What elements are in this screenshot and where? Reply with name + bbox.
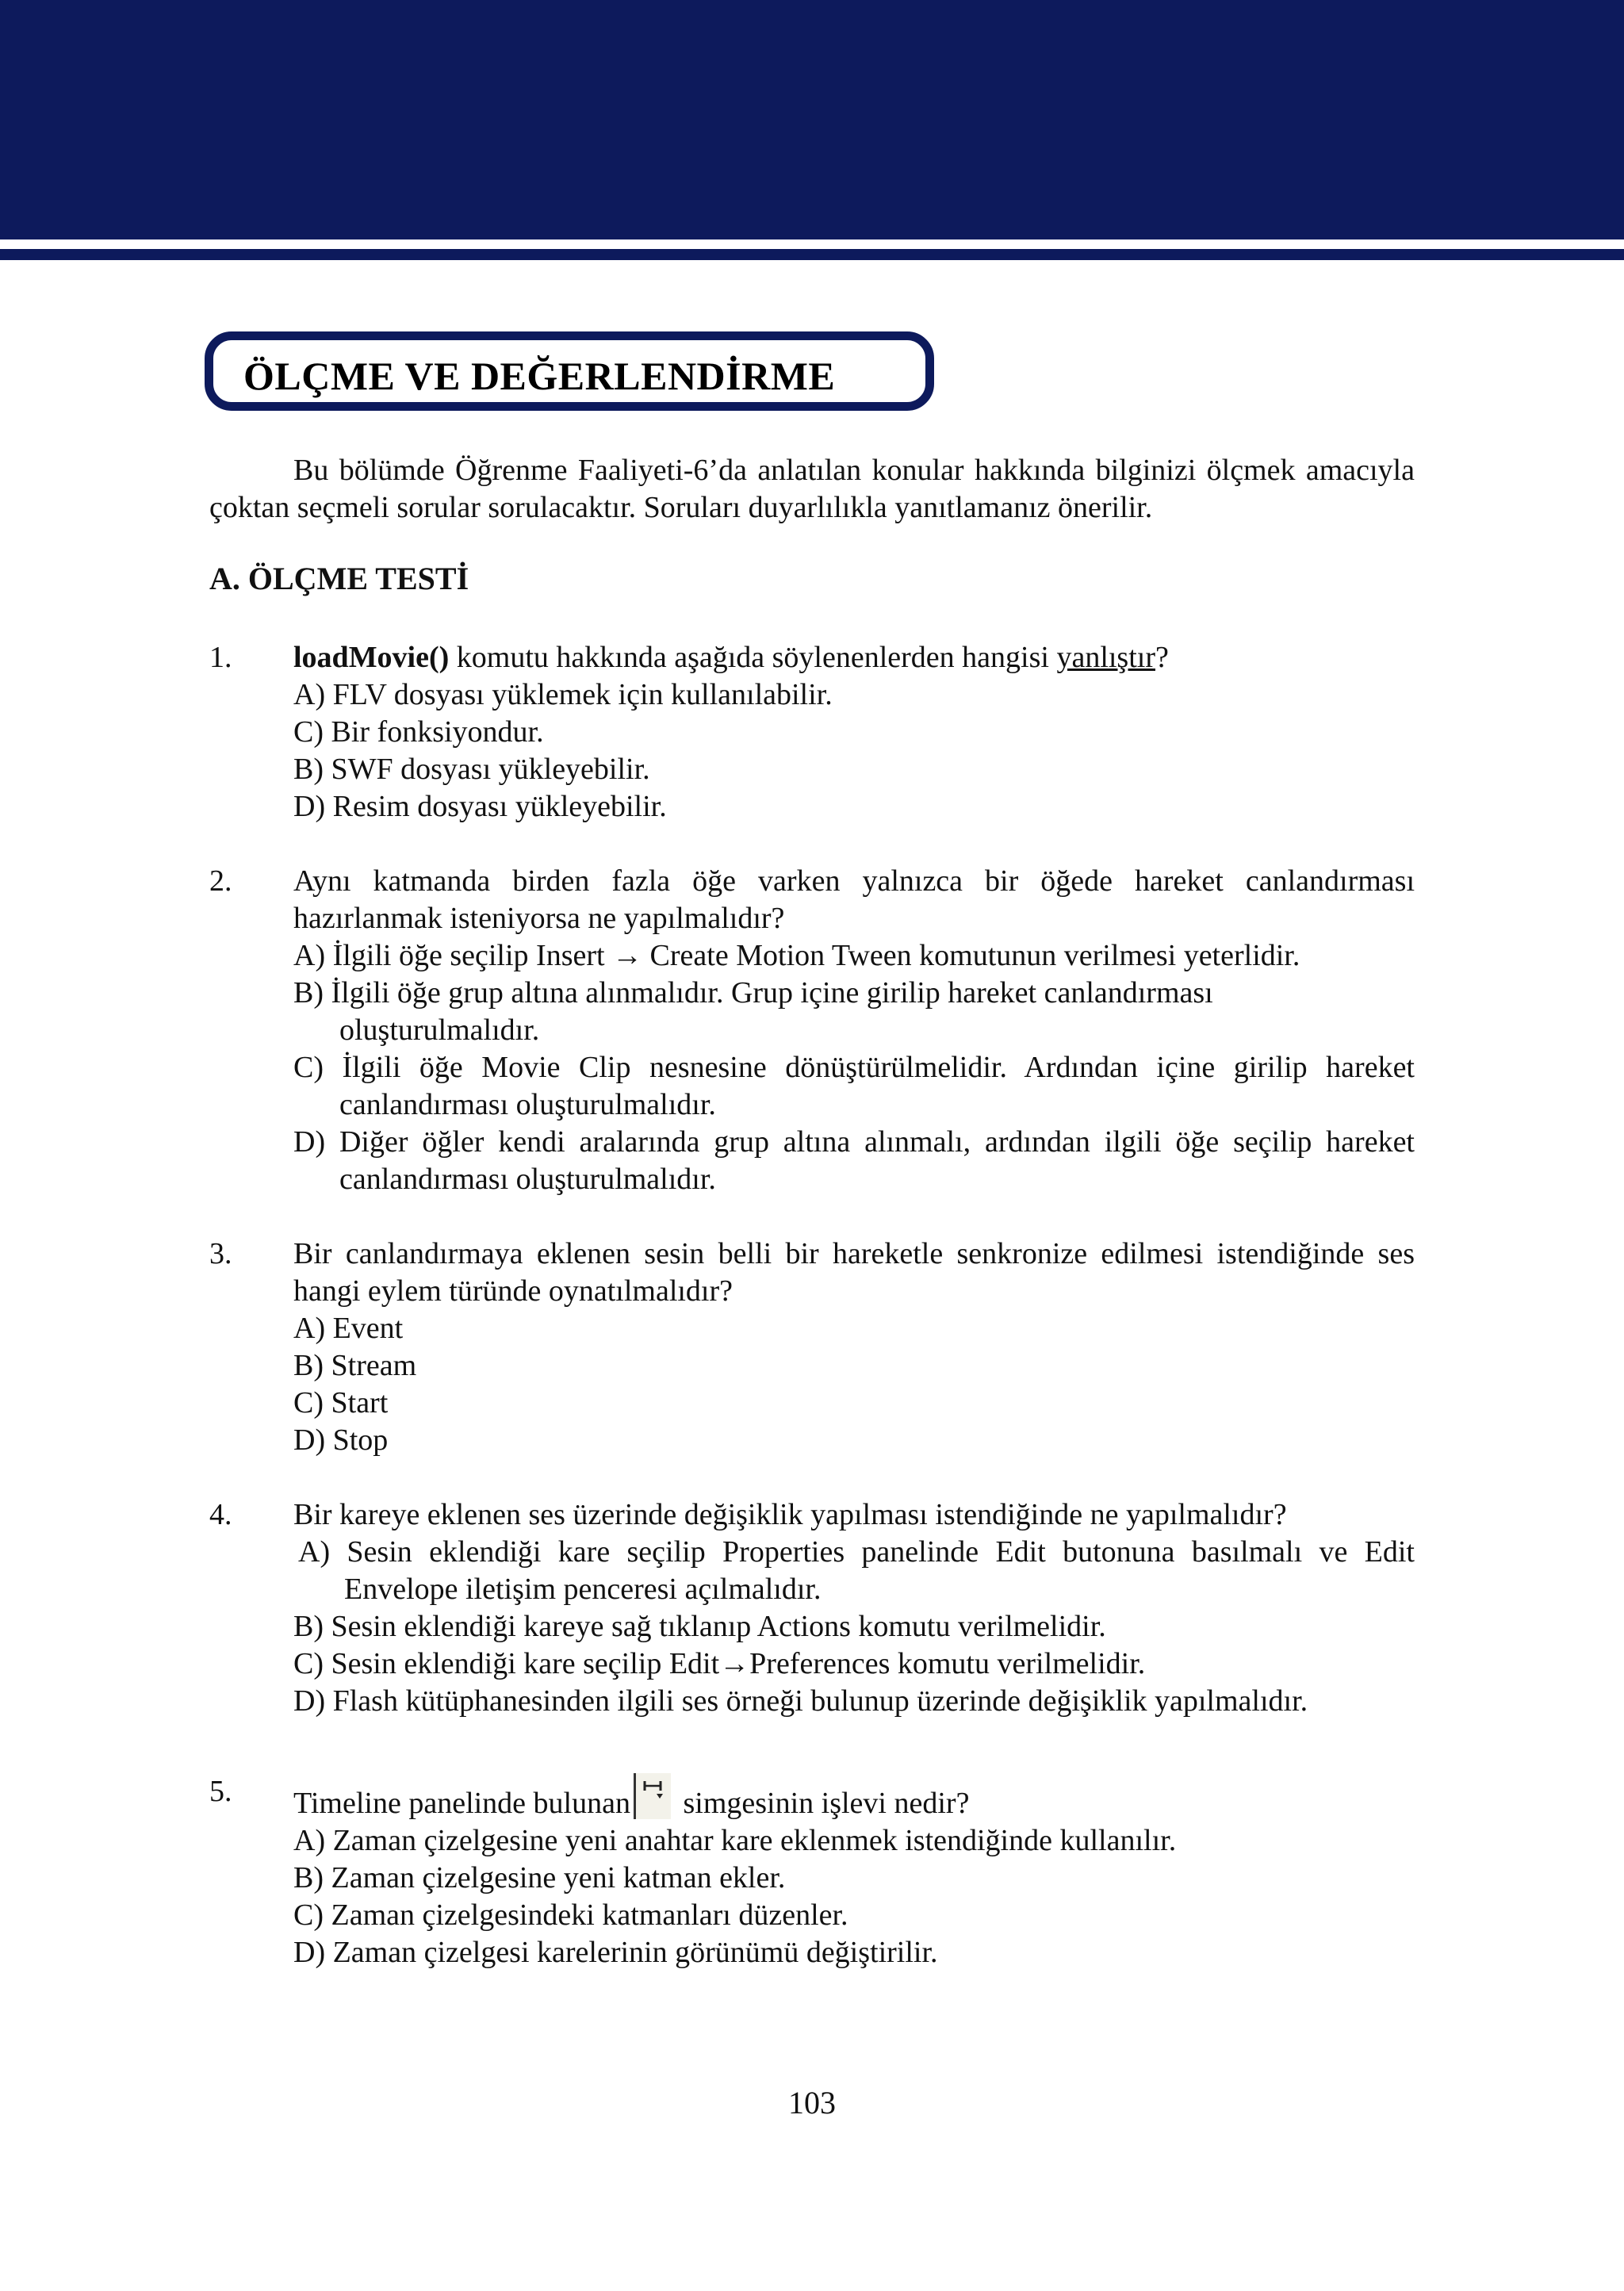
question-stem: Bir canlandırmaya eklenen sesin belli bir hareketle senkronize edilmesi istendiğinde ses hangi eylem türünde oynatılmalıdır?	[293, 1237, 1415, 1308]
answer-option: D) Zaman çizelgesi karelerinin görünümü değiştirilir.	[293, 1936, 938, 1969]
page-number: 103	[788, 2085, 836, 2121]
answer-option: D) Diğer öğler kendi aralarında grup altına alınmalı, ardından ilgili öğe seçilip hareket canlandırması oluşturulmalıdır.	[293, 1125, 1415, 1196]
code-keyword: loadMovie()	[293, 641, 450, 674]
answer-option: A) İlgili öğe seçilip Insert → Create Motion Tween komutunun verilmesi yeterlidir.	[293, 939, 1300, 972]
question-stem	[293, 1773, 1415, 1822]
answer-option: D) Resim dosyası yükleyebilir.	[293, 790, 667, 823]
answer-option: C) Start	[293, 1386, 389, 1419]
answer-option: B) Stream	[293, 1349, 417, 1382]
answer-option: B) Zaman çizelgesine yeni katman ekler.	[293, 1861, 786, 1894]
section-title: ÖLÇME VE DEĞERLENDİRME	[243, 354, 836, 398]
question-number: 1.	[209, 641, 232, 674]
answer-option: B) İlgili öğe grup altına alınmalıdır. Grup içine girilip hareket canlandırması oluşturulmalıdır.	[293, 976, 1213, 1047]
section-title-box	[205, 331, 934, 411]
answer-option: A) Zaman çizelgesine yeni anahtar kare eklenmek istendiğinde kullanılır.	[293, 1824, 1177, 1857]
question-1	[209, 639, 1415, 826]
test-heading: A. ÖLÇME TESTİ	[209, 561, 469, 596]
question-stem	[293, 639, 1415, 676]
question-number: 3.	[209, 1237, 232, 1270]
answer-option: C) Zaman çizelgesindeki katmanları düzenler.	[293, 1898, 848, 1932]
question-stem: Bir kareye eklenen ses üzerinde değişiklik yapılması istendiğinde ne yapılmalıdır?	[293, 1498, 1287, 1531]
stem-end: ?	[1155, 641, 1169, 674]
answer-option: D) Flash kütüphanesinden ilgili ses örneği bulunup üzerinde değişiklik yapılmalıdır.	[293, 1684, 1308, 1718]
question-3	[209, 1236, 1415, 1459]
answer-option: C) Sesin eklendiği kare seçilip Edit→Preferences komutu verilmelidir.	[293, 1647, 1146, 1680]
question-number: 2.	[209, 864, 232, 898]
question-number: 5.	[209, 1775, 232, 1808]
answer-option: D) Stop	[293, 1423, 389, 1457]
intro-paragraph	[209, 452, 1415, 527]
answer-option: A) Sesin eklendiği kare seçilip Properties panelinde Edit butonuna basılmalı ve Edit Envelope iletişim penceresi açılmalıdır.	[298, 1535, 1415, 1606]
timeline-frame-view-icon	[634, 1773, 671, 1819]
stem-text: komutu hakkında aşağıda söylenenlerden hangisi	[449, 641, 1057, 674]
answer-option: B) SWF dosyası yükleyebilir.	[293, 753, 650, 786]
answer-option: A) FLV dosyası yüklemek için kullanılabilir.	[293, 678, 833, 711]
answer-option: C) İlgili öğe Movie Clip nesnesine dönüştürülmelidir. Ardından içine girilip hareket canlandırması oluşturulmalıdır.	[293, 1051, 1415, 1121]
underlined-word: yanlıştır	[1056, 641, 1155, 674]
answer-option: A) Event	[293, 1312, 404, 1345]
header-stripe	[0, 249, 1624, 260]
stem-text: Timeline panelinde bulunan	[293, 1787, 630, 1820]
question-stem: Aynı katmanda birden fazla öğe varken yalnızca bir öğede hareket canlandırması hazırlanmak isteniyorsa ne yapılmalıdır?	[293, 864, 1415, 935]
stem-text: simgesinin işlevi nedir?	[683, 1787, 970, 1820]
question-4	[209, 1496, 1415, 1720]
question-2	[209, 863, 1415, 1198]
intro-text: Bu bölümde Öğrenme Faaliyeti-6’da anlatılan konular hakkında bilginizi ölçmek amacıyla çoktan seçmeli sorular sorulacaktır. Soruları duyarlılıkla yanıtlamanız önerilir.	[209, 454, 1415, 524]
question-number: 4.	[209, 1498, 232, 1531]
answer-option: C) Bir fonksiyondur.	[293, 715, 544, 749]
question-5	[209, 1773, 1415, 1971]
header-banner	[0, 0, 1624, 239]
answer-option: B) Sesin eklendiği kareye sağ tıklanıp Actions komutu verilmelidir.	[293, 1610, 1106, 1643]
